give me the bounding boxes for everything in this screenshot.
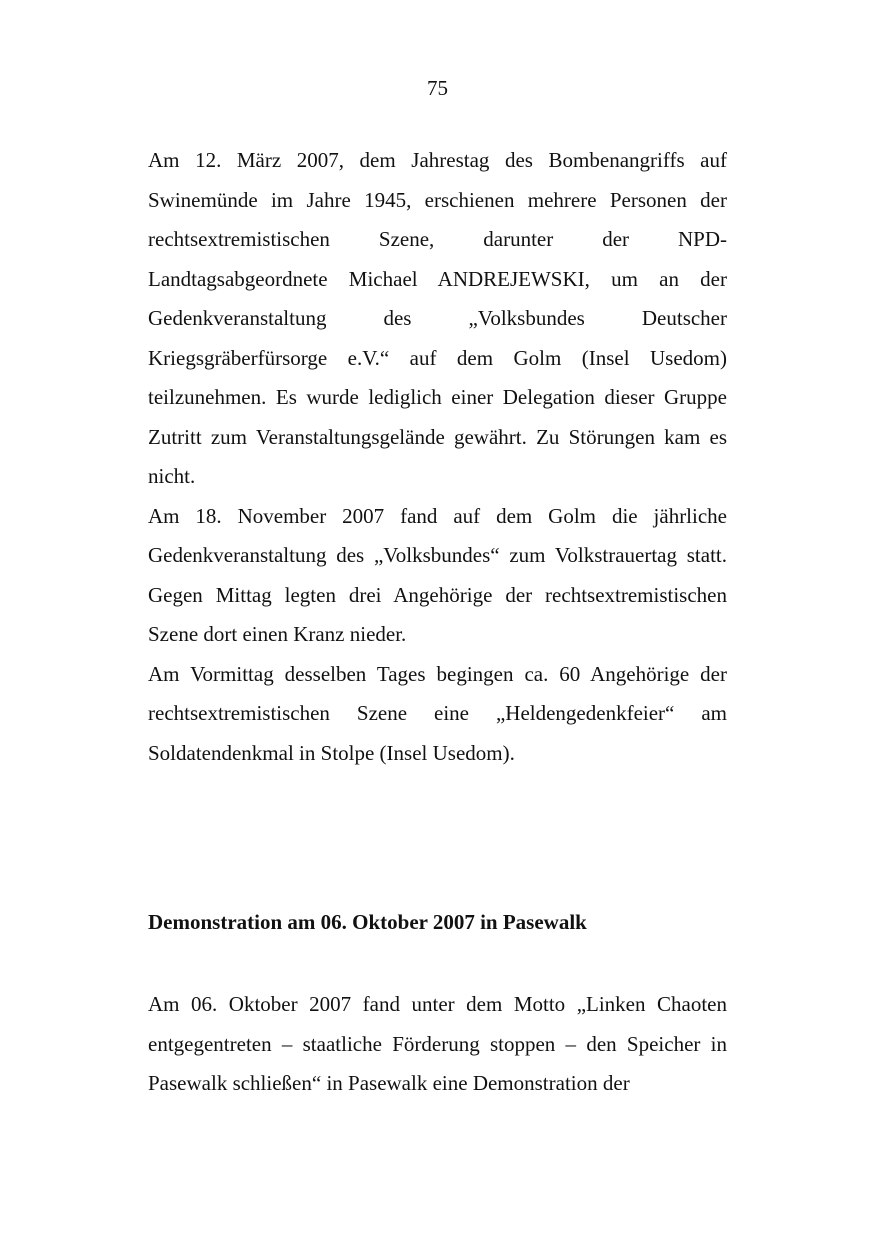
paragraph-golm-november: Am 18. November 2007 fand auf dem Golm die jährliche Gedenkveranstaltung des „Volksbundes“ zum Volkstrauertag statt. Gegen Mittag legten drei Angehörige der rechtsextremistischen Szene dort einen Kranz nieder. — [148, 503, 727, 646]
paragraph-stolpe: Am Vormittag desselben Tages begingen ca. 60 Angehörige der rechtsextremistischen Szene eine „Heldengedenkfeier“ am Soldatendenkmal in Stolpe (Insel Usedom). — [148, 661, 727, 765]
section-heading: Demonstration am 06. Oktober 2007 in Pasewalk — [148, 910, 587, 934]
body-text-section-2 — [148, 985, 727, 1104]
body-text-section-1 — [148, 141, 727, 773]
paragraph-pasewalk: Am 06. Oktober 2007 fand unter dem Motto „Linken Chaoten entgegentreten – staatliche Förderung stoppen – den Speicher in Pasewalk schließen“ in Pasewalk eine Demonstration der — [148, 992, 727, 1095]
paragraph-golm-march: Am 12. März 2007, dem Jahrestag des Bombenangriffs auf Swinemünde im Jahre 1945, erschienen mehrere Personen der rechtsextremistischen Szene, darunter der NPD-Landtagsabgeordnete Michael ANDREJEWSKI, um an der Gedenkveranstaltung des „Volksbundes Deutscher Kriegsgräberfürsorge e.V.“ auf dem Golm (Insel Usedom) teilzunehmen. Es wurde lediglich einer Delegation dieser Gruppe Zutritt zum Veranstaltungsgelände gewährt. Zu Störungen kam es nicht. — [148, 148, 727, 488]
page-number: 75 — [427, 76, 448, 100]
